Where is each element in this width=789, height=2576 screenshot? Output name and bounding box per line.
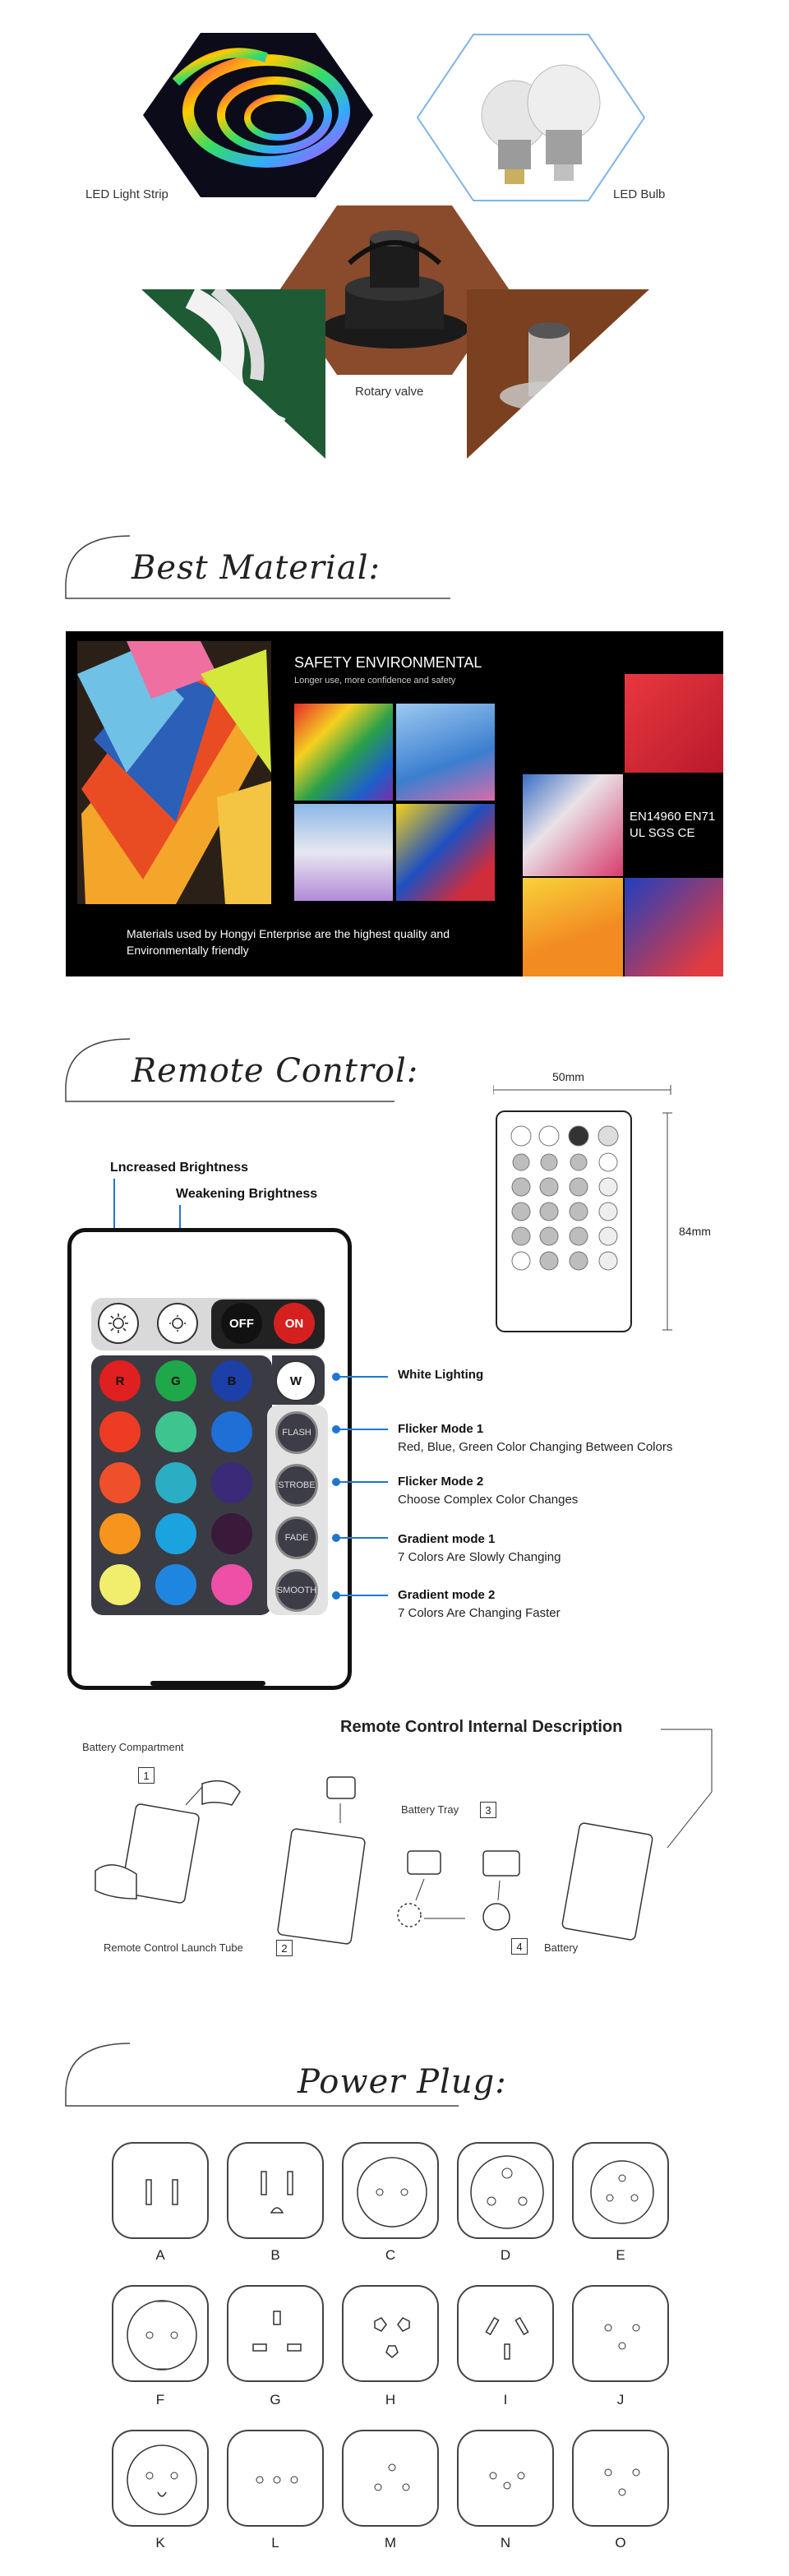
- color-button[interactable]: [155, 1513, 196, 1554]
- suction-cup-image: [467, 289, 649, 459]
- led-bulb-caption: LED Bulb: [613, 187, 666, 201]
- plug-e-icon: [574, 2144, 671, 2241]
- plug-b-icon: [228, 2144, 325, 2241]
- material-cert: EN14960 EN71 UL SGS CE: [630, 810, 716, 840]
- swatch-fan-icon: [77, 641, 271, 904]
- on-button[interactable]: ON: [274, 1303, 315, 1344]
- increased-brightness-label: Lncreased Brightness: [110, 1161, 249, 1175]
- material-title: Best Material:: [132, 549, 381, 587]
- plug-b: [227, 2142, 324, 2239]
- led-bulb-frame: [416, 33, 646, 202]
- led-strip-icon: [143, 33, 373, 197]
- plug-f-icon: [113, 2287, 210, 2384]
- plug-d: [457, 2142, 554, 2239]
- swatch-rainbow: [294, 704, 393, 801]
- num-2: 2: [276, 1940, 293, 1956]
- plug-label: H: [385, 2392, 396, 2407]
- plug-j: [572, 2285, 669, 2382]
- plug-label: J: [616, 2392, 625, 2407]
- remote-control: [67, 1228, 352, 1690]
- plug-c: [342, 2142, 439, 2239]
- remote-title: Remote Control:: [132, 1052, 419, 1090]
- plug-g: [227, 2285, 324, 2382]
- weakening-brightness-label: Weakening Brightness: [176, 1187, 318, 1201]
- fade-button[interactable]: FADE: [275, 1517, 318, 1559]
- num-3: 3: [480, 1802, 496, 1818]
- led-strip-caption: LED Light Strip: [85, 187, 168, 201]
- flash-button[interactable]: FLASH: [275, 1411, 318, 1454]
- swatch-tarp: [396, 804, 495, 901]
- launch-tube-label: Remote Control Launch Tube: [104, 1941, 243, 1954]
- blue-button[interactable]: B: [211, 1360, 252, 1401]
- material-heading: SAFETY ENVIRONMENTAL: [294, 654, 482, 671]
- plug-e: [572, 2142, 669, 2239]
- plug-n-icon: [459, 2431, 556, 2528]
- gradient-mode-1-desc: 7 Colors Are Slowly Changing: [398, 1550, 561, 1564]
- smooth-button[interactable]: SMOOTH: [275, 1569, 318, 1612]
- swatch-navy: [625, 878, 723, 976]
- color-button[interactable]: [155, 1411, 196, 1452]
- battery-compartment-label: Battery Compartment: [82, 1741, 184, 1753]
- plug-l-icon: [228, 2431, 325, 2528]
- plug-a: [112, 2142, 209, 2239]
- plug-label: O: [615, 2535, 626, 2551]
- plug-l: [227, 2430, 324, 2527]
- plug-label: A: [155, 2247, 165, 2263]
- material-panel: [66, 631, 723, 976]
- plug-d-icon: [459, 2144, 556, 2241]
- plug-title: Power Plug:: [298, 2063, 507, 2101]
- color-button[interactable]: [155, 1564, 196, 1605]
- red-button[interactable]: R: [99, 1360, 141, 1401]
- battery-tray-label: Battery Tray: [401, 1803, 459, 1816]
- sun-icon: [108, 1313, 129, 1334]
- swatch-rolls: [294, 804, 393, 901]
- plug-label: G: [270, 2392, 281, 2407]
- brightness-down-button[interactable]: [157, 1303, 198, 1344]
- num-1: 1: [138, 1767, 155, 1784]
- off-button[interactable]: OFF: [221, 1303, 262, 1344]
- plug-j-icon: [574, 2287, 671, 2384]
- plug-label: K: [155, 2535, 165, 2551]
- dimension-height-label: 84mm: [679, 1225, 711, 1238]
- plug-m: [342, 2430, 439, 2527]
- plug-f: [112, 2285, 209, 2382]
- material-footer: Materials used by Hongyi Enterprise are the highest quality and Environmentally friendly: [127, 927, 450, 957]
- plug-label: E: [616, 2247, 625, 2263]
- hand-remote-icon: [95, 1781, 240, 1904]
- remote-dimension-drawing: [493, 1082, 756, 1345]
- green-button[interactable]: G: [155, 1360, 196, 1401]
- plug-label: N: [500, 2535, 511, 2551]
- gradient-mode-2-desc: 7 Colors Are Changing Faster: [398, 1606, 561, 1620]
- color-button[interactable]: [99, 1411, 141, 1452]
- flicker-mode-1-desc: Red, Blue, Green Color Changing Between Colors: [398, 1440, 673, 1454]
- brightness-up-button[interactable]: [98, 1303, 139, 1344]
- plug-i: [457, 2285, 554, 2382]
- led-strip-image: [143, 33, 373, 197]
- plug-i-icon: [459, 2287, 556, 2384]
- plug-label: L: [271, 2535, 279, 2551]
- color-button[interactable]: [99, 1513, 141, 1554]
- color-button[interactable]: [99, 1564, 141, 1605]
- flicker-mode-1-title: Flicker Mode 1: [398, 1422, 484, 1436]
- plug-label: B: [270, 2247, 280, 2263]
- flicker-mode-2-desc: Choose Complex Color Changes: [398, 1493, 579, 1507]
- plug-m-icon: [344, 2431, 441, 2528]
- swatch-blue: [396, 704, 495, 801]
- color-button[interactable]: [211, 1411, 252, 1452]
- color-button[interactable]: [211, 1462, 252, 1503]
- rope-image: [141, 289, 325, 459]
- plug-g-icon: [228, 2287, 325, 2384]
- plug-o: [572, 2430, 669, 2527]
- dim-sun-icon: [167, 1313, 188, 1334]
- color-button[interactable]: [211, 1564, 252, 1605]
- swatch-orange: [523, 878, 623, 976]
- plug-k: [112, 2430, 209, 2527]
- plug-label: C: [385, 2247, 396, 2263]
- gradient-mode-2-title: Gradient mode 2: [398, 1588, 496, 1602]
- color-button[interactable]: [155, 1462, 196, 1503]
- rotary-valve-caption: Rotary valve: [355, 385, 424, 399]
- battery-label: Battery: [544, 1941, 579, 1954]
- plug-o-icon: [574, 2431, 671, 2528]
- internal-diagram: [79, 1726, 720, 1973]
- strobe-button[interactable]: STROBE: [275, 1464, 318, 1507]
- plug-label: I: [503, 2392, 508, 2407]
- plug-h: [342, 2285, 439, 2382]
- plug-label: F: [155, 2392, 165, 2407]
- gradient-mode-1-title: Gradient mode 1: [398, 1532, 496, 1546]
- swatch-pink: [523, 774, 623, 876]
- internal-title: Remote Control Internal Description: [340, 1718, 623, 1736]
- white-lighting-label: White Lighting: [398, 1368, 484, 1382]
- plug-label: M: [384, 2535, 397, 2551]
- material-subheading: Longer use, more confidence and safety: [294, 676, 456, 686]
- suction-cup-icon: [467, 289, 649, 459]
- dimension-width-label: 50mm: [552, 1070, 584, 1083]
- plug-c-icon: [344, 2144, 441, 2241]
- color-button[interactable]: [99, 1462, 141, 1503]
- white-button[interactable]: W: [275, 1360, 316, 1401]
- rope-icon: [141, 289, 325, 459]
- color-button[interactable]: [211, 1513, 252, 1554]
- plug-label: D: [500, 2247, 511, 2263]
- num-4: 4: [511, 1938, 528, 1955]
- plug-a-icon: [113, 2144, 210, 2241]
- flicker-mode-2-title: Flicker Mode 2: [398, 1475, 484, 1489]
- swatch-red: [625, 674, 723, 773]
- plug-n: [457, 2430, 554, 2527]
- plug-h-icon: [344, 2287, 441, 2384]
- plug-k-icon: [113, 2431, 210, 2528]
